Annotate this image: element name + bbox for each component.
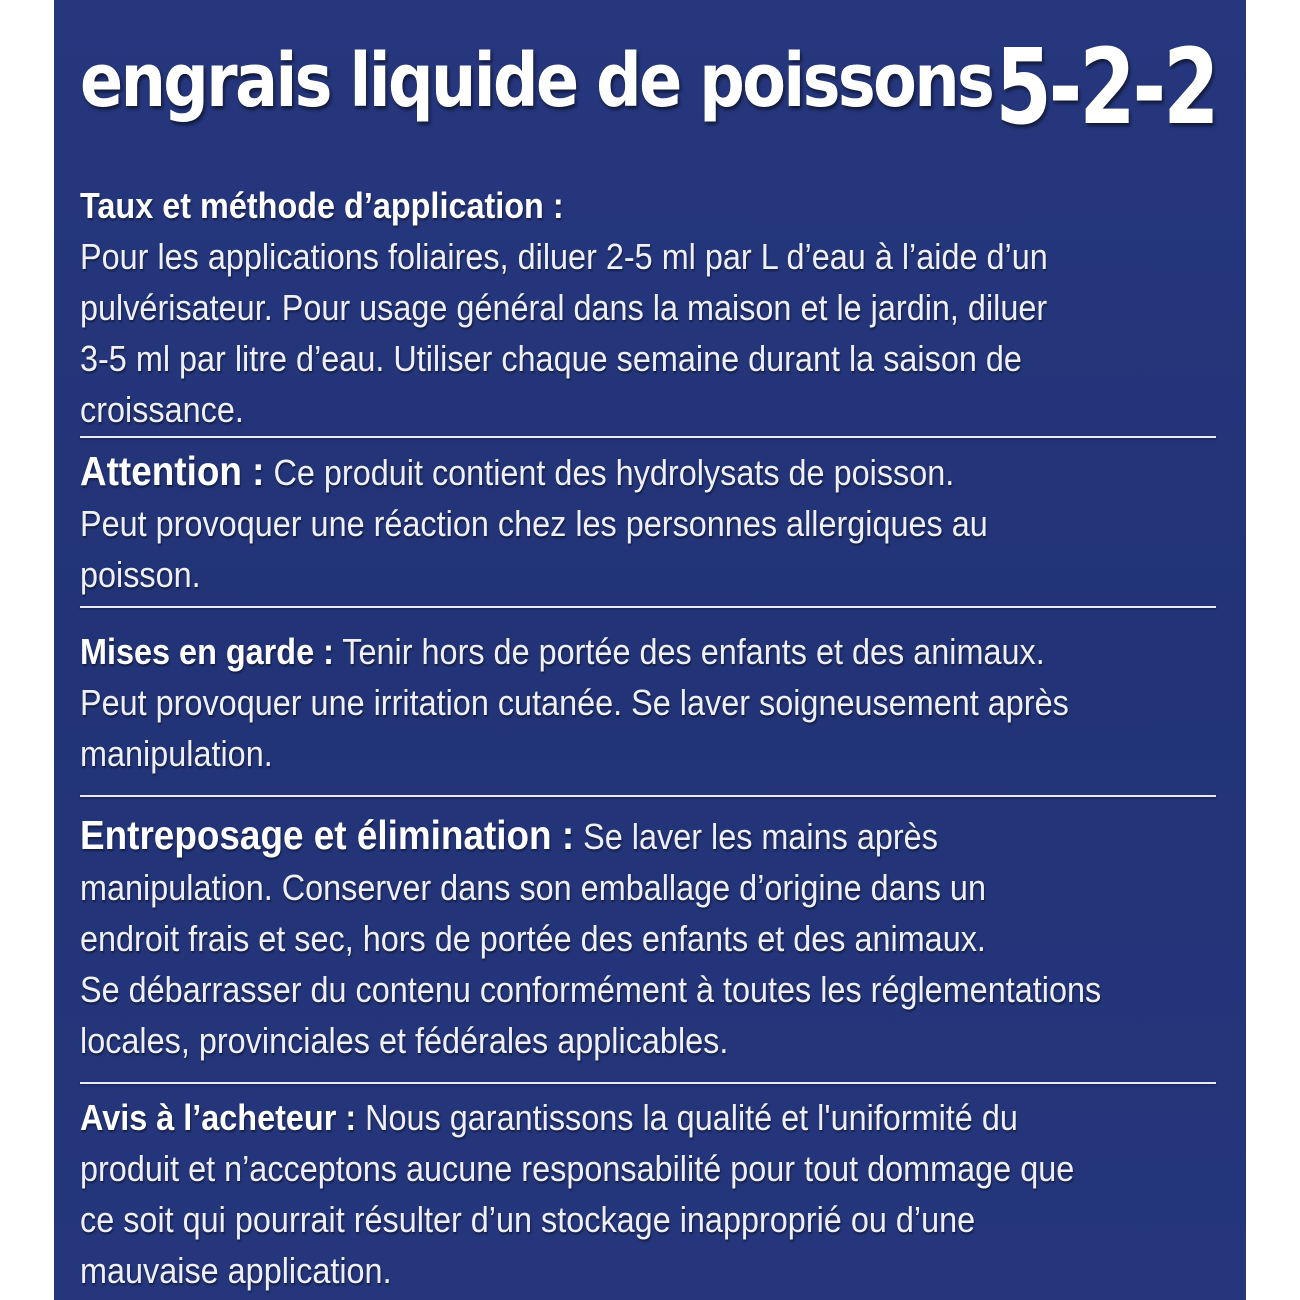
divider-4 [80, 1082, 1216, 1084]
application-line-3: 3-5 ml par litre d’eau. Utiliser chaque semaine durant la saison de [80, 338, 1022, 379]
storage-line-3: Se débarrasser du contenu conformément à toutes les réglementations [80, 969, 1102, 1010]
notice-section [80, 1092, 1115, 1296]
storage-line-1: manipulation. Conserver dans son emballage d’origine dans un [80, 867, 986, 908]
attention-heading: Attention : [80, 448, 265, 494]
storage-line-4: locales, provinciales et fédérales applicables. [80, 1020, 729, 1061]
application-line-1: Pour les applications foliaires, diluer 2-5 ml par L d’eau à l’aide d’un [80, 236, 1048, 277]
warnings-line-1: Peut provoquer une irritation cutanée. Se laver soigneusement après [80, 682, 1069, 723]
attention-line-1: Peut provoquer une réaction chez les personnes allergiques au [80, 503, 988, 544]
notice-first-line: Nous garantissons la qualité et l'uniformité du [356, 1097, 1018, 1138]
storage-heading: Entreposage et élimination : [80, 812, 575, 858]
storage-line-2: endroit frais et sec, hors de portée des enfants et des animaux. [80, 918, 986, 959]
label-header [54, 0, 1246, 170]
notice-line-2: ce soit qui pourrait résulter d’un stockage inapproprié ou d’une [80, 1199, 976, 1240]
npk-ratio: 5-2-2 [994, 26, 1216, 148]
divider-3 [80, 795, 1216, 797]
warnings-first-line: Tenir hors de portée des enfants et des animaux. [333, 631, 1045, 672]
product-title: engrais liquide de poissons [80, 38, 993, 124]
application-line-2: pulvérisateur. Pour usage général dans la maison et le jardin, diluer [80, 287, 1048, 328]
divider-2 [80, 606, 1216, 608]
product-label [54, 0, 1246, 1300]
storage-first-line: Se laver les mains après [574, 816, 938, 857]
attention-first-line: Ce produit contient des hydrolysats de poisson. [264, 452, 955, 493]
notice-line-3: mauvaise application. [80, 1250, 392, 1291]
application-line-4: croissance. [80, 389, 244, 430]
application-section [80, 180, 1115, 435]
attention-section [80, 446, 1115, 600]
warnings-line-2: manipulation. [80, 733, 273, 774]
warnings-section [80, 626, 1115, 779]
warnings-heading: Mises en garde : [80, 631, 334, 672]
notice-line-1: produit et n’acceptons aucune responsabilité pour tout dommage que [80, 1148, 1075, 1189]
application-heading: Taux et méthode d’application : [80, 185, 564, 226]
notice-heading: Avis à l’acheteur : [80, 1097, 357, 1138]
attention-line-2: poisson. [80, 554, 201, 595]
storage-section [80, 810, 1115, 1066]
divider-1 [80, 436, 1216, 438]
